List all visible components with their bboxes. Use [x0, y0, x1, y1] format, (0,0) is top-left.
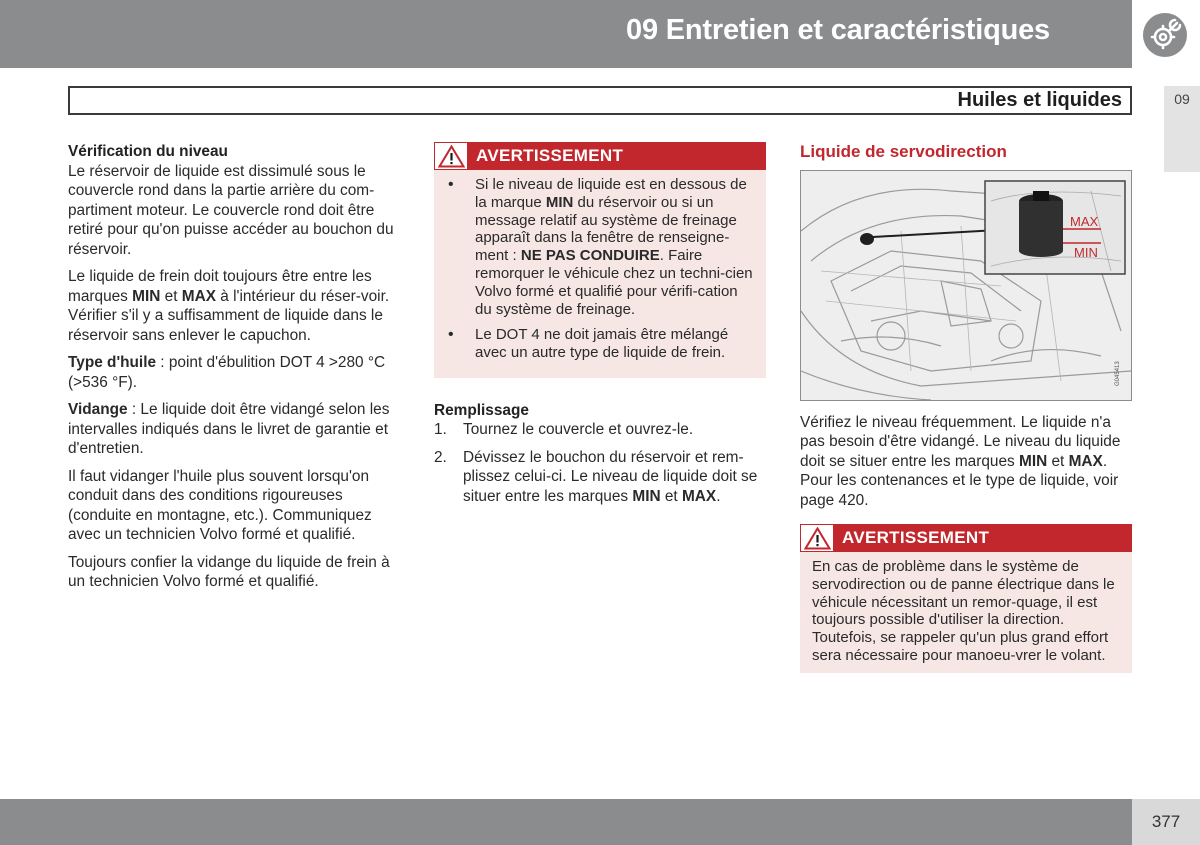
warning-title: AVERTISSEMENT [842, 528, 990, 547]
steering-warning-box [800, 524, 1132, 673]
paragraph-severe-conditions: Il faut vidanger l'huile plus souvent lorsqu'on conduit dans des conditions rigoureuses (conduite en montagne, etc.). Communiquez avec un technicien Volvo formé et qualifié. [68, 467, 372, 543]
page-number-box [1132, 799, 1200, 845]
power-steering-heading: Liquide de servodirection [800, 142, 1007, 161]
page-number: 377 [1151, 812, 1181, 831]
warning-body: En cas de problème dans le système de servodirection ou de panne électrique dans le véhicule nécessitant un remor-quage, il est toujours possible d'utiliser la direction. Toutefois, se rappeler qu'un plus grand effort sera nécessaire pour manoeu-vrer le volant. [812, 558, 1115, 664]
min-label: MIN [1074, 244, 1098, 260]
list-item: 1. Tournez le couvercle et ouvrez-le. [434, 421, 694, 439]
column-middle [434, 142, 766, 514]
paragraph-reservoir: Le réservoir de liquide est dissimulé sous le couvercle rond dans la partie arrière du com-partiment moteur. Le couvercle rond doit être retiré pour qu'on puisse accéder au bouchon du réservoir. [68, 162, 394, 258]
max-label: MAX [1070, 213, 1099, 229]
footer-bar [0, 799, 1132, 845]
warning-icon-box [434, 142, 468, 170]
engine-bay-drawing [801, 171, 1131, 400]
refill-steps [434, 420, 766, 506]
wrench-gear-icon [1142, 12, 1188, 58]
list-item: • Si le niveau de liquide est en dessous de la marque MIN du réservoir ou si un message relatif au système de freinage apparaît dans la fenêtre de renseigne-ment : NE PAS CONDUIRE. Faire remorquer le véhicule chez un techni-cien Volvo formé et qualifié pour vérifi-cation du système de freinage. [446, 176, 754, 318]
section-title-box [68, 86, 1132, 115]
paragraph-brake-level: Le liquide de frein doit toujours être entre les marques MIN et MAX à l'intérieur du réser-voir. Vérifier s'il y a suffisamment de liquide dans le réservoir sans enlever le capuchon. [68, 268, 390, 344]
chapter-header-bar [0, 0, 1132, 68]
figure-code: G045413 [1115, 360, 1121, 386]
warning-icon-box [800, 524, 834, 552]
paragraph-oil-type: Type d'huile : point d'ébulition DOT 4 >280 °C (>536 °F). [68, 354, 386, 391]
column-right [800, 142, 1132, 673]
paragraph-steering-check: Vérifiez le niveau fréquemment. Le liquide n'a pas besoin d'être vidangé. Le niveau du liquide doit se situer entre les marques MIN et MAX. Pour les contenances et le type de liquide, voir page 420. [800, 413, 1121, 509]
warning-triangle-icon [804, 527, 831, 550]
section-title: Huiles et liquides [957, 89, 1122, 111]
warning-title: AVERTISSEMENT [476, 146, 624, 165]
chapter-title: 09 Entretien et caractéristiques [626, 14, 1050, 46]
warning-body [434, 170, 766, 378]
list-item: • Le DOT 4 ne doit jamais être mélangé avec un autre type de liquide de frein. [446, 326, 754, 362]
column-left [68, 142, 402, 600]
engine-bay-illustration [800, 170, 1132, 401]
level-check-heading: Vérification du niveau [68, 143, 228, 160]
chapter-side-tab [1164, 86, 1200, 172]
paragraph-drain: Vidange : Le liquide doit être vidangé selon les intervalles indiqués dans le livret de garantie et d'entretien. [68, 401, 390, 457]
warning-list [446, 176, 754, 362]
warning-triangle-icon [438, 145, 465, 168]
refill-heading: Remplissage [434, 401, 529, 419]
paragraph-technician: Toujours confier la vidange du liquide de frein à un technicien Volvo formé et qualifié. [68, 553, 390, 590]
brake-warning-box [434, 142, 766, 378]
list-item: 2. Dévissez le bouchon du réservoir et rem-plissez celui-ci. Le niveau de liquide doit se situer entre les marques MIN et MAX. [434, 448, 758, 505]
warning-header [800, 524, 1132, 552]
chapter-side-tab-label: 09 [1174, 91, 1190, 107]
warning-header [434, 142, 766, 170]
